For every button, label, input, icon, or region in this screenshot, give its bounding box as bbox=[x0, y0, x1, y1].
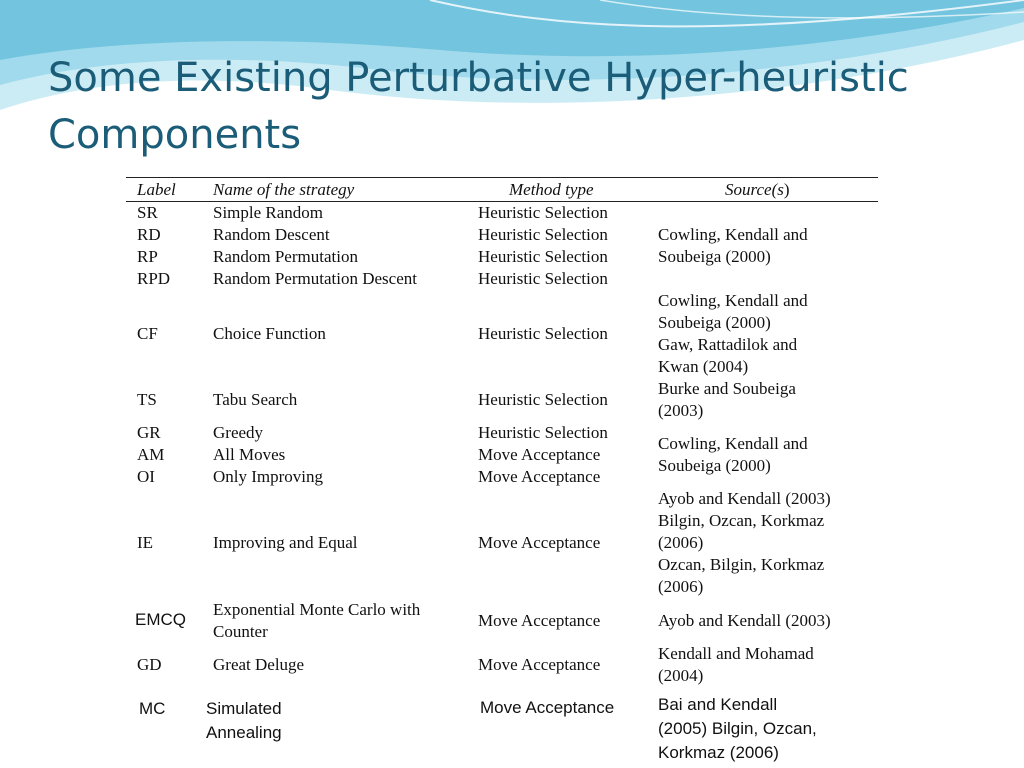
overlay-row-source-3: Korkmaz (2006) bbox=[658, 743, 779, 762]
row-emcq-label: EMCQ bbox=[135, 610, 186, 629]
row-emcq-name-line1: Exponential Monte Carlo with bbox=[213, 600, 421, 619]
row-ie-source-3: (2006) bbox=[658, 533, 704, 552]
row-ie-source-4: Ozcan, Bilgin, Korkmaz bbox=[658, 555, 825, 574]
row-ie-name: Improving and Equal bbox=[213, 533, 358, 552]
row-gd-label: GD bbox=[137, 655, 162, 674]
header-source: Source(s) bbox=[725, 180, 790, 199]
row-cf-source-4: Kwan (2004) bbox=[658, 357, 749, 376]
row-ie-source-2: Bilgin, Ozcan, Korkmaz bbox=[658, 511, 825, 530]
row-gd-name: Great Deluge bbox=[213, 655, 305, 674]
table-top-rule bbox=[126, 177, 878, 178]
row-rpd-method: Heuristic Selection bbox=[478, 269, 608, 288]
header-name: Name of the strategy bbox=[213, 180, 355, 199]
row-gd-source-2: (2004) bbox=[658, 666, 704, 685]
row-gr-label: GR bbox=[137, 423, 161, 442]
row-rp-name: Random Permutation bbox=[213, 247, 358, 266]
row-gd-source-1: Kendall and Mohamad bbox=[658, 644, 814, 663]
row-cf-source-1: Cowling, Kendall and bbox=[658, 291, 808, 310]
header-method: Method type bbox=[509, 180, 594, 199]
row-oi-label: OI bbox=[137, 467, 155, 486]
components-table bbox=[126, 177, 878, 689]
row-cf-label: CF bbox=[137, 324, 158, 343]
header-label: Label bbox=[137, 180, 176, 199]
row-emcq-name-line2: Counter bbox=[213, 622, 268, 641]
overlay-row-name-line1: Simulated bbox=[206, 699, 282, 718]
row-rd-name: Random Descent bbox=[213, 225, 330, 244]
row-emcq-method: Move Acceptance bbox=[478, 611, 601, 630]
row-ie-source-5: (2006) bbox=[658, 577, 704, 596]
slide-title: Some Existing Perturbative Hyper-heuristic Components bbox=[48, 55, 909, 158]
row-gr-name: Greedy bbox=[213, 423, 264, 442]
overlay-row-label: MC bbox=[139, 699, 166, 718]
row-ts-method: Heuristic Selection bbox=[478, 390, 608, 409]
overlay-row-source-1: Bai and Kendall bbox=[658, 695, 778, 714]
row-oi-name: Only Improving bbox=[213, 467, 324, 486]
row-cf-source-2: Soubeiga (2000) bbox=[658, 313, 771, 332]
group2-source-line1: Cowling, Kendall and bbox=[658, 434, 808, 453]
row-rpd-name: Random Permutation Descent bbox=[213, 269, 417, 288]
row-am-method: Move Acceptance bbox=[478, 445, 601, 464]
overlay-row-method: Move Acceptance bbox=[480, 698, 615, 717]
overlay-row-name-line2: Annealing bbox=[206, 723, 282, 742]
row-rp-label: RP bbox=[137, 247, 158, 266]
row-sr-name: Simple Random bbox=[213, 203, 324, 222]
group2-source-line2: Soubeiga (2000) bbox=[658, 456, 771, 475]
row-cf-name: Choice Function bbox=[213, 324, 326, 343]
row-rd-label: RD bbox=[137, 225, 161, 244]
row-ts-name: Tabu Search bbox=[213, 390, 298, 409]
row-oi-method: Move Acceptance bbox=[478, 467, 601, 486]
row-am-label: AM bbox=[137, 445, 165, 464]
row-emcq-source: Ayob and Kendall (2003) bbox=[658, 611, 831, 630]
group1-source-line2: Soubeiga (2000) bbox=[658, 247, 771, 266]
row-gd-method: Move Acceptance bbox=[478, 655, 601, 674]
row-ie-source-1: Ayob and Kendall (2003) bbox=[658, 489, 831, 508]
row-cf-method: Heuristic Selection bbox=[478, 324, 608, 343]
row-sr-label: SR bbox=[137, 203, 158, 222]
row-gr-method: Heuristic Selection bbox=[478, 423, 608, 442]
overlay-row-source-2: (2005) Bilgin, Ozcan, bbox=[658, 719, 817, 738]
group1-source-line1: Cowling, Kendall and bbox=[658, 225, 808, 244]
row-rpd-label: RPD bbox=[137, 269, 171, 288]
row-cf-source-3: Gaw, Rattadilok and bbox=[658, 335, 798, 354]
row-sr-method: Heuristic Selection bbox=[478, 203, 608, 222]
row-ie-label: IE bbox=[137, 533, 154, 552]
row-rp-method: Heuristic Selection bbox=[478, 247, 608, 266]
row-am-name: All Moves bbox=[213, 445, 286, 464]
row-ie-method: Move Acceptance bbox=[478, 533, 601, 552]
row-ts-source-1: Burke and Soubeiga bbox=[658, 379, 796, 398]
row-rd-method: Heuristic Selection bbox=[478, 225, 608, 244]
row-ts-source-2: (2003) bbox=[658, 401, 704, 420]
row-ts-label: TS bbox=[137, 390, 157, 409]
